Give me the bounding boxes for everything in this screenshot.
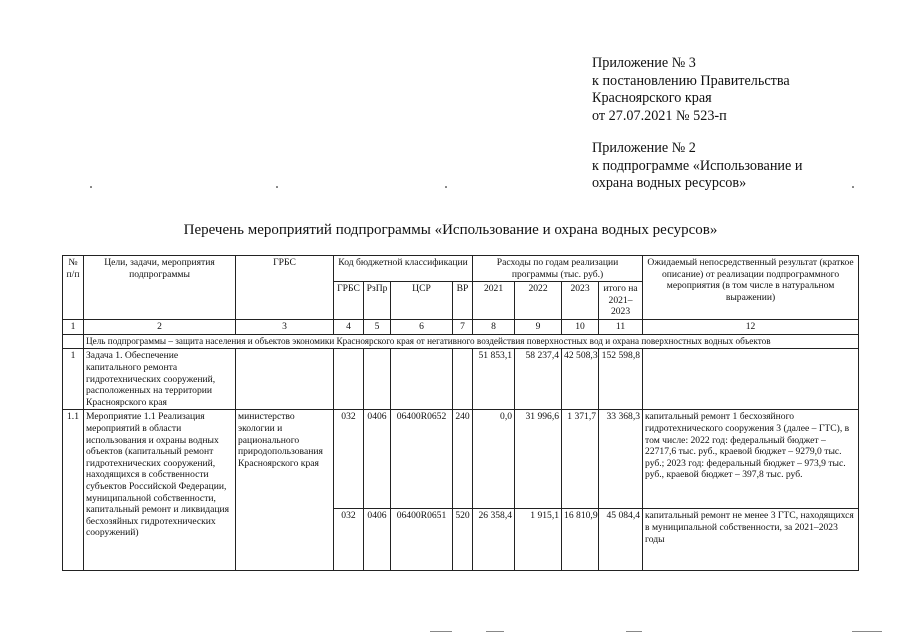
col-number: 11	[599, 320, 643, 335]
task-1-2022: 58 237,4	[515, 349, 562, 410]
row-b-result: капитальный ремонт не менее 3 ГТС, находящихся в муниципальной собственности, за 2021–2023 годы	[643, 509, 859, 571]
goal-row	[63, 334, 859, 349]
row-a-total: 33 368,3	[599, 410, 643, 509]
annex-2-line1: Приложение № 2	[592, 140, 696, 156]
row-a-rzpr: 0406	[364, 410, 391, 509]
measure-1-1-grbs-name: министерство экологии и рационального природопользования Красноярского края	[236, 410, 334, 571]
annex-2-line3: охрана водных ресурсов»	[592, 175, 747, 191]
measures-table	[62, 255, 859, 571]
row-a-vr: 240	[453, 410, 473, 509]
col-number: 8	[473, 320, 515, 335]
measure-1-1-name: Мероприятие 1.1 Реализация мероприятий в области использования и охраны водных объектов (капитальный ремонт гидротехнических сооружений, находящихся в собственности субъектов Российской Федерации, муниципальной собственности, капитальный ремонт и ликвидация бесхозяйных гидротехнических сооружений)	[84, 410, 236, 571]
task-1-name: Задача 1. Обеспечение капитального ремонта гидротехнических сооружений, расположенных на территории Красноярского края	[84, 349, 236, 410]
col-number: 6	[391, 320, 453, 335]
header-sub-csr: ЦСР	[391, 282, 453, 320]
row-b-grbs: 032	[334, 509, 364, 571]
header-expenses: Расходы по годам реализации программы (тыс. руб.)	[473, 256, 643, 282]
col-number: 1	[63, 320, 84, 335]
task-1-num: 1	[63, 349, 84, 410]
annex-2-header	[592, 140, 802, 193]
col-number: 12	[643, 320, 859, 335]
header-row	[63, 256, 859, 282]
header-budget-code: Код бюджетной классификации	[334, 256, 473, 282]
header-grbs: ГРБС	[236, 256, 334, 320]
annex-3-line2: к постановлению Правительства	[592, 72, 790, 89]
table-row	[63, 410, 859, 509]
header-total: итого на 2021–2023	[599, 282, 643, 320]
goal-text: Цель подпрограммы – защита населения и объектов экономики Красноярского края от негативного воздействия поверхностных вод и охрана поверхностных водных объектов	[84, 334, 859, 349]
scan-artifact	[626, 631, 642, 632]
header-sub-grbs: ГРБС	[334, 282, 364, 320]
header-num: № п/п	[63, 256, 84, 320]
col-number: 3	[236, 320, 334, 335]
header-year-2021: 2021	[473, 282, 515, 320]
table-row	[63, 349, 859, 410]
document-title: Перечень мероприятий подпрограммы «Использование и охрана водных ресурсов»	[183, 222, 718, 238]
row-b-total: 45 084,4	[599, 509, 643, 571]
scan-artifact	[445, 186, 447, 188]
scan-artifact	[852, 186, 854, 188]
row-b-rzpr: 0406	[364, 509, 391, 571]
row-a-csr: 06400R0652	[391, 410, 453, 509]
row-b-csr: 06400R0651	[391, 509, 453, 571]
annex-2-line2: к подпрограмме «Использование и	[592, 157, 803, 174]
row-b-vr: 520	[453, 509, 473, 571]
header-result: Ожидаемый непосредственный результат (краткое описание) от реализации подпрограммного мероприятия (в том числе в натуральном выражении)	[643, 256, 859, 320]
row-b-2022: 1 915,1	[515, 509, 562, 571]
task-1-total: 152 598,8	[599, 349, 643, 410]
row-b-2023: 16 810,9	[562, 509, 599, 571]
row-a-2021: 0,0	[473, 410, 515, 509]
measure-1-1-num: 1.1	[63, 410, 84, 571]
scan-artifact	[852, 631, 882, 632]
scan-artifact	[430, 631, 452, 632]
scan-artifact	[90, 186, 92, 188]
annex-3-line1: Приложение № 3	[592, 55, 696, 71]
col-number: 9	[515, 320, 562, 335]
annex-3-line3: Красноярского края	[592, 90, 712, 106]
task-1-2023: 42 508,3	[562, 349, 599, 410]
goal-num-cell	[63, 334, 84, 349]
row-a-result: капитальный ремонт 1 бесхозяйного гидротехнического сооружения 3 (далее – ГТС), в том числе: 2022 год: федеральный бюджет – 22717,6 тыс. руб., краевой бюджет – 9279,0 тыс. руб.; 2023 год: федеральный бюджет – 973,9 тыс. руб., краевой бюджет – 397,8 тыс. руб.	[643, 410, 859, 509]
task-1-grbs	[236, 349, 334, 410]
scan-artifact	[486, 631, 504, 632]
row-b-2021: 26 358,4	[473, 509, 515, 571]
annex-3-line4: от 27.07.2021 № 523-п	[592, 107, 727, 124]
task-1-2021: 51 853,1	[473, 349, 515, 410]
col-number: 2	[84, 320, 236, 335]
header-goals: Цели, задачи, мероприятия подпрограммы	[84, 256, 236, 320]
row-a-2022: 31 996,6	[515, 410, 562, 509]
row-a-grbs: 032	[334, 410, 364, 509]
scan-artifact	[276, 186, 278, 188]
col-number: 10	[562, 320, 599, 335]
header-year-2023: 2023	[562, 282, 599, 320]
annex-3-header	[592, 55, 790, 125]
header-sub-vr: ВР	[453, 282, 473, 320]
col-number: 7	[453, 320, 473, 335]
row-a-2023: 1 371,7	[562, 410, 599, 509]
col-number: 5	[364, 320, 391, 335]
col-number: 4	[334, 320, 364, 335]
header-sub-rzpr: РзПр	[364, 282, 391, 320]
task-1-result	[643, 349, 859, 410]
header-year-2022: 2022	[515, 282, 562, 320]
column-number-row	[63, 320, 859, 335]
